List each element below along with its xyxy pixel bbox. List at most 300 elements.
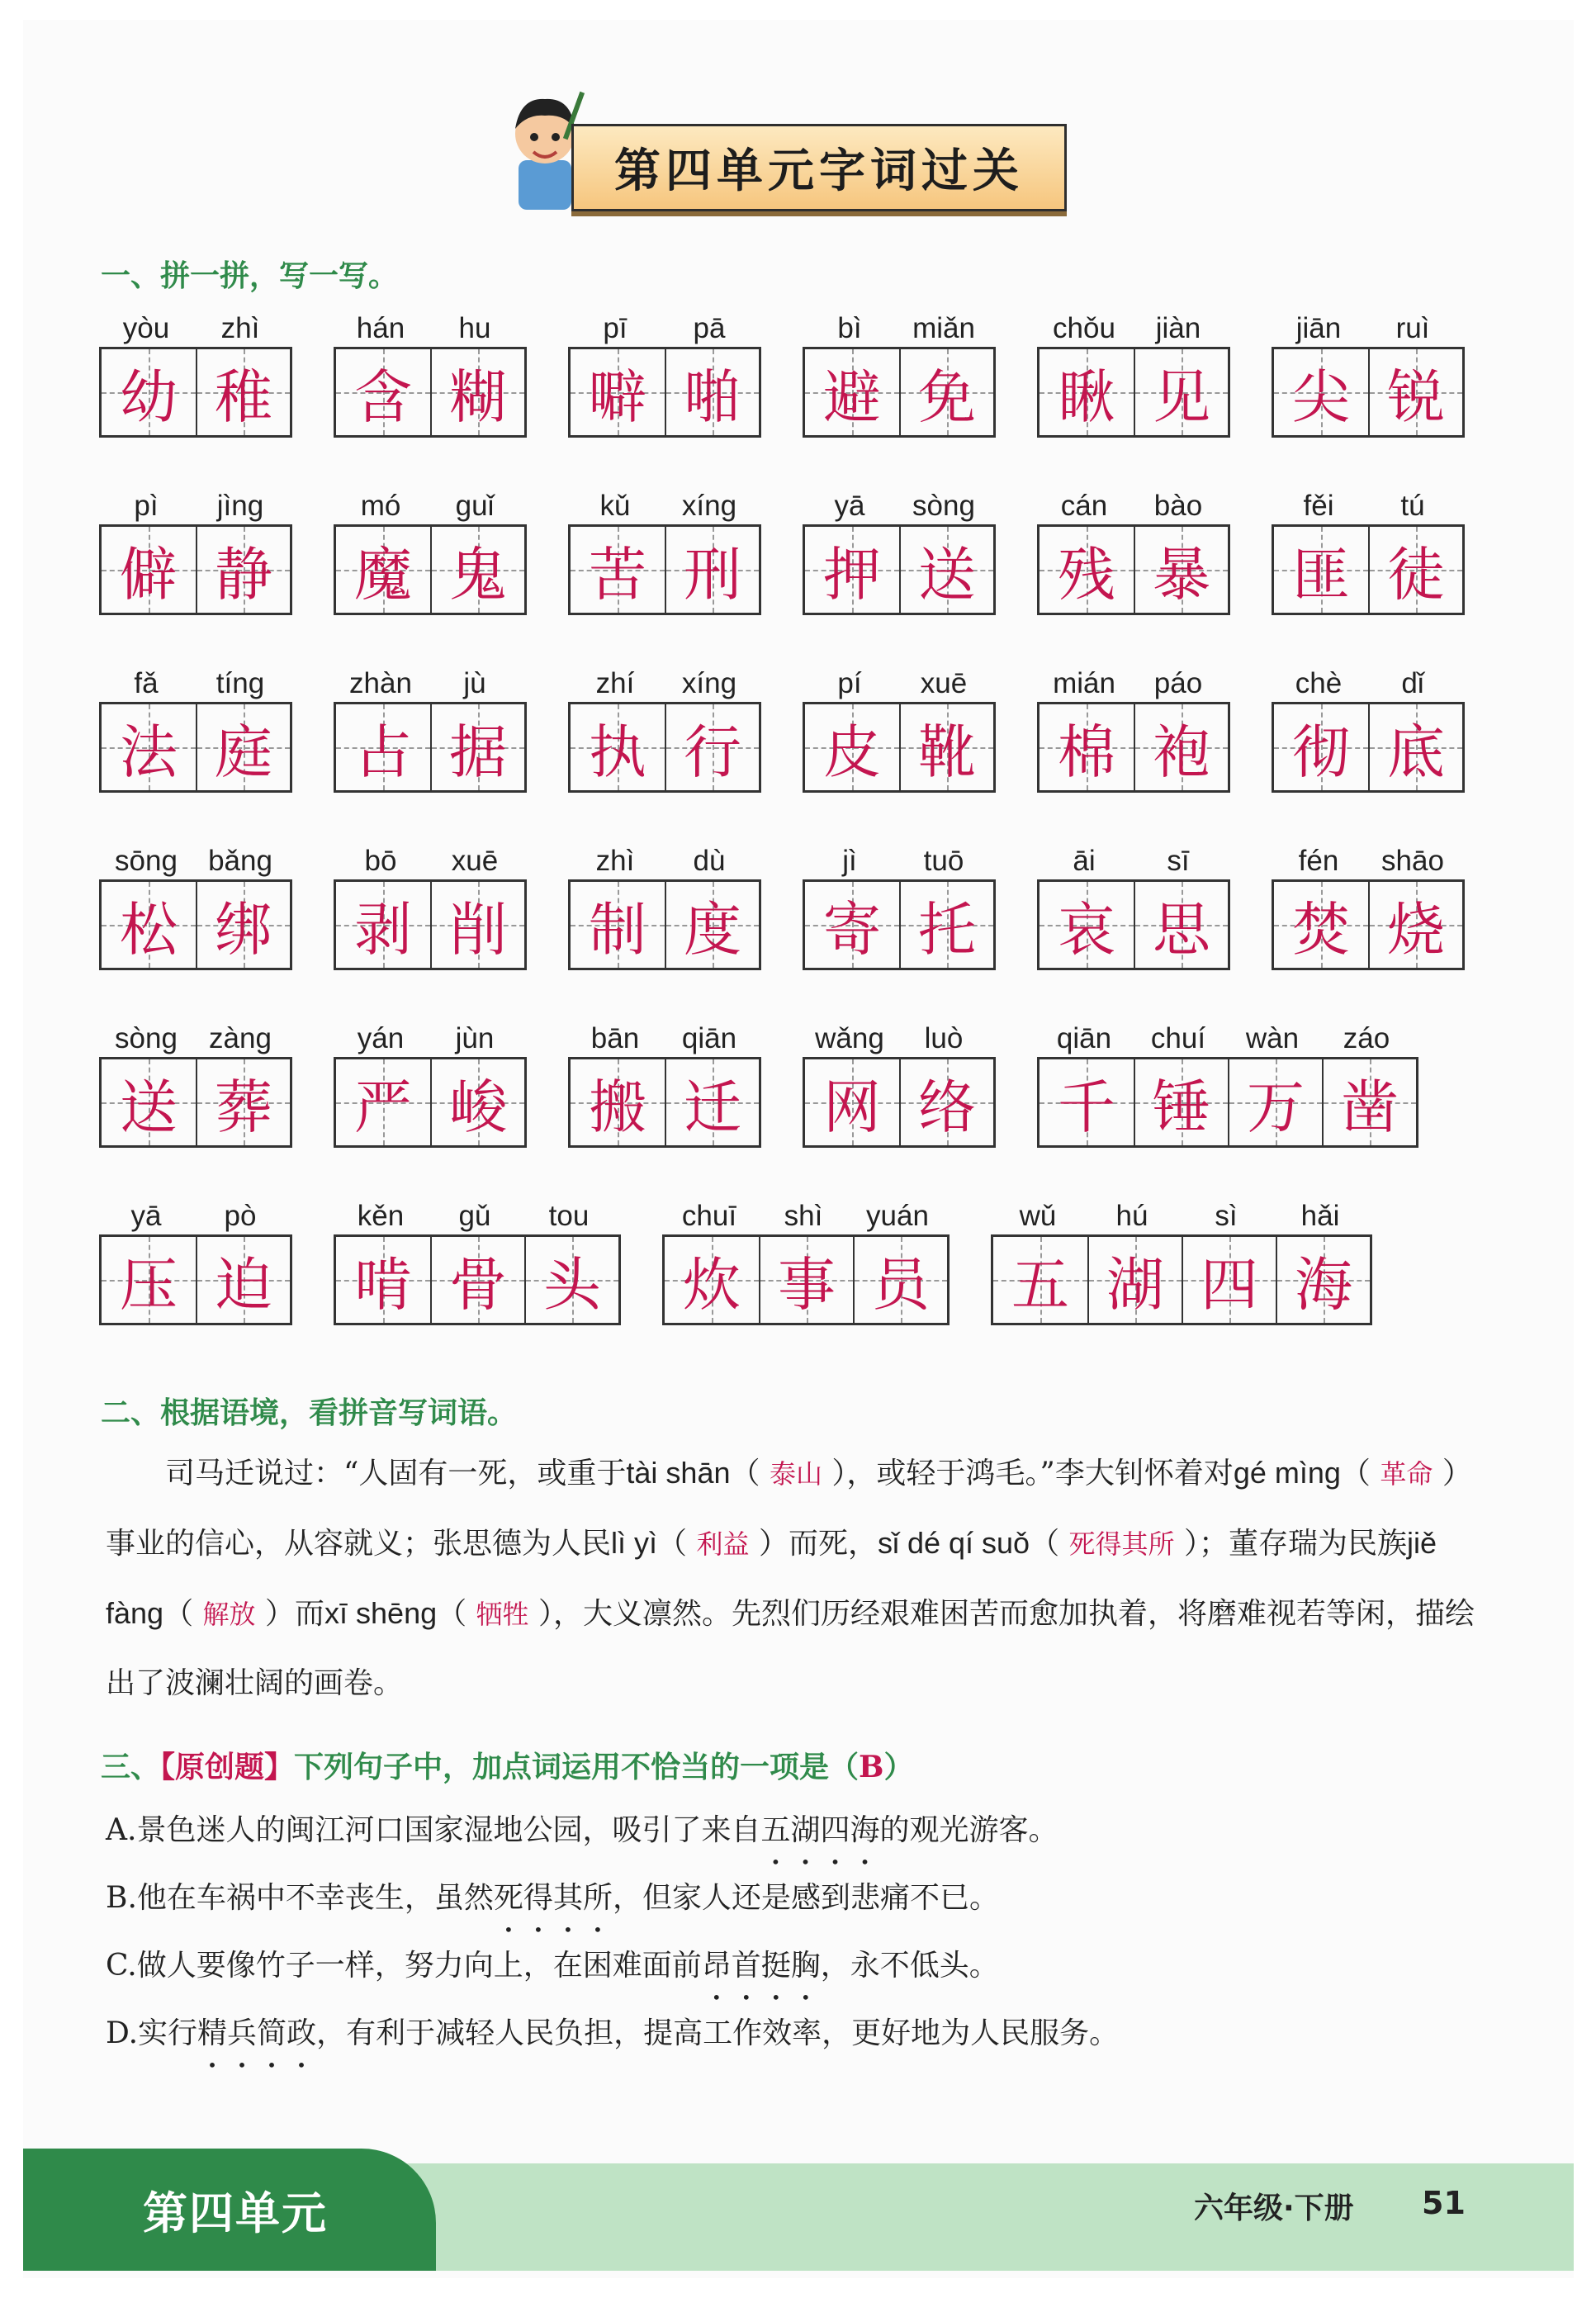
pinyin-row bbox=[1272, 667, 1465, 702]
handwritten-char: 迁 bbox=[684, 1073, 741, 1141]
handwritten-char: 海 bbox=[1295, 1250, 1352, 1319]
pinyin-syllable: yòu bbox=[122, 312, 170, 344]
pinyin-5: jiě fàng bbox=[106, 1526, 1437, 1630]
pinyin-syllable: jù bbox=[463, 667, 486, 699]
handwritten-char: 执 bbox=[589, 718, 646, 786]
pinyin-3: lì yì bbox=[611, 1526, 658, 1560]
passage-text-3: 事业的信心，从容就义；张思德为人民 bbox=[106, 1527, 612, 1561]
char-cell bbox=[430, 527, 524, 613]
char-cell bbox=[336, 527, 430, 613]
char-cell bbox=[1087, 1237, 1182, 1323]
emphasis-dot-char: 兵 bbox=[227, 2016, 258, 2050]
pinyin-row bbox=[662, 1200, 950, 1234]
pinyin-syllable: sì bbox=[1215, 1200, 1238, 1232]
emphasis-dot-char: 四 bbox=[820, 1813, 850, 1847]
word-box bbox=[803, 490, 996, 615]
option-text: B.他在车祸中不幸丧生，虽然 bbox=[106, 1881, 494, 1915]
char-cell bbox=[571, 704, 665, 790]
pinyin-syllable: yā bbox=[834, 490, 865, 522]
char-cell bbox=[665, 1237, 759, 1323]
pinyin-row bbox=[568, 845, 761, 879]
handwritten-char: 锐 bbox=[1387, 362, 1445, 431]
tianzige-grid bbox=[334, 879, 527, 970]
tianzige-grid bbox=[99, 879, 292, 970]
word-box bbox=[99, 845, 292, 970]
handwritten-char: 刑 bbox=[684, 540, 741, 609]
pinyin-syllable: bào bbox=[1153, 490, 1203, 522]
handwritten-char: 稚 bbox=[215, 362, 272, 431]
pinyin-row bbox=[1037, 490, 1230, 524]
handwritten-char: 幼 bbox=[120, 362, 178, 431]
word-box bbox=[334, 1022, 527, 1148]
handwritten-char: 制 bbox=[589, 895, 646, 964]
pinyin-syllable: qiān bbox=[681, 1022, 737, 1054]
char-cell bbox=[336, 1237, 430, 1323]
pinyin-row bbox=[334, 312, 527, 347]
pinyin-syllable: wǎng bbox=[815, 1022, 884, 1054]
char-cell bbox=[196, 349, 290, 435]
char-cell bbox=[430, 1237, 524, 1323]
char-cell bbox=[1228, 1059, 1322, 1145]
pinyin-syllable: mián bbox=[1053, 667, 1115, 699]
pinyin-syllable: mó bbox=[360, 490, 401, 522]
pinyin-syllable: chuí bbox=[1150, 1022, 1206, 1054]
pinyin-syllable: fěi bbox=[1303, 490, 1334, 522]
char-cell bbox=[1368, 704, 1462, 790]
pinyin-syllable: xuē bbox=[451, 845, 499, 877]
word-box bbox=[568, 490, 761, 615]
section3-heading bbox=[101, 1744, 914, 1786]
option-c bbox=[106, 1942, 999, 1984]
char-cell bbox=[430, 882, 524, 968]
pinyin-syllable: jiān bbox=[1295, 312, 1342, 344]
char-cell bbox=[336, 704, 430, 790]
tianzige-grid bbox=[1037, 347, 1230, 438]
handwritten-char: 烧 bbox=[1387, 895, 1445, 964]
char-cell bbox=[102, 1059, 196, 1145]
pinyin-row bbox=[568, 490, 761, 524]
tianzige-grid bbox=[1272, 524, 1465, 615]
pinyin-syllable: yán bbox=[357, 1022, 405, 1054]
pinyin-syllable: zhí bbox=[595, 667, 635, 699]
char-cell bbox=[899, 704, 993, 790]
pinyin-2: gé mìng bbox=[1233, 1456, 1341, 1490]
char-cell bbox=[102, 1237, 196, 1323]
char-cell bbox=[1182, 1237, 1276, 1323]
option-d bbox=[106, 2010, 1119, 2052]
tianzige-grid bbox=[1272, 702, 1465, 793]
emphasis-dot-char: 五 bbox=[760, 1813, 791, 1847]
word-box bbox=[1272, 490, 1465, 615]
emphasis-dot-char: 胸 bbox=[790, 1949, 821, 1983]
option-text: ，有利于减轻人民负担，提高工作效率，更好地为人民服务。 bbox=[316, 2016, 1120, 2050]
emphasis-dot-char: 其 bbox=[552, 1881, 583, 1915]
handwritten-char: 搬 bbox=[589, 1073, 646, 1141]
handwritten-char: 络 bbox=[918, 1073, 976, 1141]
pinyin-syllable: sī bbox=[1167, 845, 1190, 877]
handwritten-char: 见 bbox=[1153, 362, 1210, 431]
handwritten-char: 鬼 bbox=[449, 540, 507, 609]
handwritten-char: 剥 bbox=[354, 895, 412, 964]
char-cell bbox=[430, 1059, 524, 1145]
emphasis-dot-char: 死 bbox=[493, 1881, 523, 1915]
tianzige-grid bbox=[334, 524, 527, 615]
handwritten-char: 含 bbox=[354, 362, 412, 431]
word-box bbox=[803, 312, 996, 438]
pinyin-row bbox=[803, 667, 996, 702]
word-box bbox=[803, 1022, 996, 1148]
tianzige-grid bbox=[991, 1234, 1372, 1325]
word-box bbox=[99, 667, 292, 793]
pinyin-row bbox=[334, 845, 527, 879]
char-cell bbox=[1368, 527, 1462, 613]
pinyin-row bbox=[568, 667, 761, 702]
pinyin-syllable: hǎi bbox=[1300, 1200, 1340, 1232]
passage-text-1: 司马迁说过：“人固有一死，或重于 bbox=[165, 1457, 627, 1490]
handwritten-char: 松 bbox=[120, 895, 178, 964]
handwritten-char: 押 bbox=[823, 540, 881, 609]
char-cell bbox=[571, 1059, 665, 1145]
handwritten-char: 送 bbox=[918, 540, 976, 609]
char-cell bbox=[1040, 704, 1134, 790]
pinyin-syllable: bì bbox=[837, 312, 862, 344]
char-cell bbox=[665, 527, 759, 613]
pinyin-syllable: zhì bbox=[220, 312, 260, 344]
unit-label: 第四单元 bbox=[143, 2187, 328, 2239]
word-box bbox=[568, 845, 761, 970]
handwritten-char: 啪 bbox=[684, 362, 741, 431]
char-cell bbox=[1040, 527, 1134, 613]
tianzige-grid bbox=[568, 702, 761, 793]
handwritten-char: 事 bbox=[778, 1250, 836, 1319]
pinyin-row bbox=[99, 490, 292, 524]
tianzige-grid bbox=[803, 879, 996, 970]
pinyin-syllable: yuán bbox=[866, 1200, 929, 1232]
pinyin-syllable: chǒu bbox=[1053, 312, 1115, 344]
handwritten-char: 静 bbox=[215, 540, 272, 609]
pinyin-syllable: tú bbox=[1400, 490, 1425, 522]
answer-1: 泰山 bbox=[769, 1458, 822, 1490]
word-box bbox=[334, 1200, 621, 1325]
handwritten-char: 焚 bbox=[1292, 895, 1350, 964]
word-box bbox=[1037, 845, 1230, 970]
word-box bbox=[1037, 667, 1230, 793]
pinyin-row bbox=[803, 1022, 996, 1057]
pinyin-syllable: jùn bbox=[455, 1022, 495, 1054]
handwritten-char: 据 bbox=[449, 718, 507, 786]
original-tag: 【原创题】 bbox=[160, 1751, 295, 1784]
char-cell bbox=[196, 1237, 290, 1323]
tianzige-grid bbox=[99, 1057, 292, 1148]
grade-label: 六年级·下册 bbox=[1194, 2191, 1354, 2225]
pinyin-syllable: luò bbox=[924, 1022, 964, 1054]
tianzige-grid bbox=[803, 702, 996, 793]
tianzige-grid bbox=[662, 1234, 950, 1325]
emphasis-dot-char: 首 bbox=[731, 1949, 761, 1983]
handwritten-char: 糊 bbox=[449, 362, 507, 431]
handwritten-char: 度 bbox=[684, 895, 741, 964]
handwritten-char: 骨 bbox=[449, 1250, 507, 1319]
pinyin-syllable: āi bbox=[1073, 845, 1096, 877]
char-cell bbox=[196, 1059, 290, 1145]
char-cell bbox=[665, 349, 759, 435]
pinyin-syllable: bān bbox=[590, 1022, 640, 1054]
handwritten-char: 五 bbox=[1011, 1250, 1069, 1319]
pinyin-row bbox=[803, 845, 996, 879]
section3-question: 下列句子中，加点词运用不恰当的一项是（ bbox=[294, 1751, 860, 1784]
handwritten-char: 靴 bbox=[918, 718, 976, 786]
char-cell bbox=[102, 527, 196, 613]
word-box bbox=[99, 490, 292, 615]
passage-text-5: ；董存瑞为民族 bbox=[1199, 1527, 1408, 1561]
char-cell bbox=[430, 349, 524, 435]
handwritten-char: 哀 bbox=[1058, 895, 1115, 964]
char-cell bbox=[1134, 1059, 1228, 1145]
tianzige-grid bbox=[1037, 702, 1230, 793]
pinyin-syllable: tuō bbox=[923, 845, 964, 877]
pinyin-syllable: jiàn bbox=[1155, 312, 1201, 344]
pinyin-6: xī shēng bbox=[324, 1596, 438, 1630]
pinyin-syllable: fǎ bbox=[134, 667, 159, 699]
tianzige-grid bbox=[568, 347, 761, 438]
pinyin-syllable: tou bbox=[548, 1200, 590, 1232]
pinyin-syllable: tíng bbox=[215, 667, 265, 699]
tianzige-grid bbox=[803, 1057, 996, 1148]
char-cell bbox=[1134, 882, 1228, 968]
pinyin-syllable: hú bbox=[1115, 1200, 1148, 1232]
word-box bbox=[1272, 667, 1465, 793]
tianzige-grid bbox=[1037, 879, 1230, 970]
word-box bbox=[99, 1200, 292, 1325]
pinyin-1: tài shān bbox=[626, 1456, 731, 1490]
tianzige-grid bbox=[99, 702, 292, 793]
char-cell bbox=[993, 1237, 1087, 1323]
word-box bbox=[99, 312, 292, 438]
pinyin-syllable: cán bbox=[1060, 490, 1108, 522]
char-cell bbox=[899, 882, 993, 968]
word-box bbox=[803, 667, 996, 793]
char-cell bbox=[1368, 882, 1462, 968]
option-text: A.景色迷人的闽江河口国家湿地公园，吸引了来自 bbox=[106, 1813, 761, 1847]
word-box bbox=[1037, 1022, 1418, 1148]
pinyin-row bbox=[1037, 667, 1230, 702]
section3-close: ） bbox=[883, 1751, 914, 1784]
pinyin-syllable: hu bbox=[458, 312, 491, 344]
pinyin-row bbox=[1272, 845, 1465, 879]
option-a bbox=[106, 1807, 1058, 1849]
pinyin-row bbox=[99, 1022, 292, 1057]
emphasis-dot-char: 得 bbox=[523, 1881, 553, 1915]
pinyin-syllable: xíng bbox=[681, 490, 737, 522]
pinyin-syllable: sòng bbox=[115, 1022, 178, 1054]
handwritten-char: 底 bbox=[1387, 718, 1445, 786]
pinyin-syllable: jì bbox=[842, 845, 857, 877]
char-cell bbox=[102, 882, 196, 968]
option-text: C.做人要像竹子一样，努力向上，在困难面前 bbox=[106, 1949, 702, 1983]
pinyin-row bbox=[1272, 312, 1465, 347]
handwritten-char: 万 bbox=[1247, 1073, 1305, 1141]
handwritten-char: 葬 bbox=[215, 1073, 272, 1141]
handwritten-char: 员 bbox=[872, 1250, 930, 1319]
handwritten-char: 严 bbox=[354, 1073, 412, 1141]
word-box bbox=[568, 1022, 761, 1148]
answer-5: 解放 bbox=[202, 1599, 256, 1630]
pinyin-syllable: pī bbox=[603, 312, 628, 344]
tianzige-grid bbox=[1037, 1057, 1418, 1148]
handwritten-char: 啃 bbox=[354, 1250, 412, 1319]
pinyin-syllable: hán bbox=[356, 312, 405, 344]
pinyin-row bbox=[803, 490, 996, 524]
char-cell bbox=[571, 882, 665, 968]
tianzige-grid bbox=[1272, 347, 1465, 438]
word-box bbox=[662, 1200, 950, 1325]
tianzige-grid bbox=[334, 1234, 621, 1325]
tianzige-grid bbox=[1272, 879, 1465, 970]
page-number: 51 bbox=[1422, 2185, 1466, 2221]
char-cell bbox=[102, 349, 196, 435]
char-cell bbox=[665, 1059, 759, 1145]
char-cell bbox=[430, 704, 524, 790]
pinyin-syllable: shì bbox=[784, 1200, 823, 1232]
passage-text-7: ，大义凛然。先烈们历经艰难困苦而愈加执着，将磨难视若等闲，描绘出了波澜壮阔的画卷。 bbox=[106, 1597, 1475, 1700]
pinyin-syllable: sōng bbox=[115, 845, 178, 877]
handwritten-char: 千 bbox=[1058, 1073, 1115, 1141]
tianzige-grid bbox=[99, 347, 292, 438]
char-cell bbox=[1274, 527, 1368, 613]
pinyin-row bbox=[99, 845, 292, 879]
word-box bbox=[334, 845, 527, 970]
emphasis-dot-char: 精 bbox=[197, 2016, 228, 2050]
handwritten-char: 压 bbox=[120, 1250, 178, 1319]
pinyin-syllable: pí bbox=[837, 667, 862, 699]
pinyin-syllable: záo bbox=[1343, 1022, 1390, 1054]
option-text: D.实行 bbox=[106, 2016, 198, 2050]
tianzige-grid bbox=[568, 524, 761, 615]
word-box bbox=[99, 1022, 292, 1148]
pinyin-row bbox=[99, 667, 292, 702]
emphasis-dot-char: 挺 bbox=[760, 1949, 791, 1983]
pinyin-syllable: zàng bbox=[209, 1022, 272, 1054]
handwritten-char: 凿 bbox=[1341, 1073, 1399, 1141]
handwritten-char: 皮 bbox=[823, 718, 881, 786]
word-box bbox=[1037, 312, 1230, 438]
char-cell bbox=[1040, 349, 1134, 435]
handwritten-char: 思 bbox=[1153, 895, 1210, 964]
pinyin-syllable: xuē bbox=[920, 667, 968, 699]
answer-2: 革命 bbox=[1380, 1458, 1433, 1490]
pinyin-syllable: pā bbox=[693, 312, 726, 344]
char-cell bbox=[805, 527, 899, 613]
option-b bbox=[106, 1874, 999, 1917]
handwritten-char: 魔 bbox=[354, 540, 412, 609]
tianzige-grid bbox=[334, 1057, 527, 1148]
word-box bbox=[1037, 490, 1230, 615]
char-cell bbox=[1040, 882, 1134, 968]
handwritten-char: 法 bbox=[120, 718, 178, 786]
handwritten-char: 四 bbox=[1201, 1250, 1258, 1319]
char-cell bbox=[665, 882, 759, 968]
pinyin-row bbox=[568, 1022, 761, 1057]
emphasis-dot-char: 简 bbox=[257, 2016, 287, 2050]
word-box bbox=[334, 312, 527, 438]
handwritten-char: 托 bbox=[918, 895, 976, 964]
pinyin-syllable: xíng bbox=[681, 667, 737, 699]
char-cell bbox=[196, 527, 290, 613]
page-title: 第四单元字词过关 bbox=[614, 144, 1024, 198]
emphasis-dot-char: 昂 bbox=[701, 1949, 732, 1983]
char-cell bbox=[336, 1059, 430, 1145]
handwritten-char: 袍 bbox=[1153, 718, 1210, 786]
char-cell bbox=[1134, 349, 1228, 435]
pinyin-row bbox=[803, 312, 996, 347]
handwritten-char: 绑 bbox=[215, 895, 272, 964]
pinyin-syllable: shāo bbox=[1381, 845, 1444, 877]
pinyin-syllable: fén bbox=[1298, 845, 1339, 877]
pinyin-syllable: dù bbox=[693, 845, 726, 877]
emphasis-dot-char: 政 bbox=[287, 2016, 317, 2050]
pinyin-row bbox=[568, 312, 761, 347]
pinyin-row bbox=[334, 1022, 527, 1057]
char-cell bbox=[1134, 527, 1228, 613]
handwritten-char: 寄 bbox=[823, 895, 881, 964]
handwritten-char: 彻 bbox=[1292, 718, 1350, 786]
handwritten-char: 避 bbox=[823, 362, 881, 431]
handwritten-char: 锤 bbox=[1153, 1073, 1210, 1141]
handwritten-char: 炊 bbox=[683, 1250, 741, 1319]
passage-text-2: ，或轻于鸿毛。”李大钊怀着对 bbox=[846, 1457, 1234, 1490]
handwritten-char: 棉 bbox=[1058, 718, 1115, 786]
pinyin-syllable: bǎng bbox=[208, 845, 272, 877]
char-cell bbox=[1040, 1059, 1134, 1145]
handwritten-char: 湖 bbox=[1106, 1250, 1164, 1319]
handwritten-char: 僻 bbox=[120, 540, 178, 609]
handwritten-char: 残 bbox=[1058, 540, 1115, 609]
section3-answer: B bbox=[859, 1750, 884, 1784]
pinyin-syllable: zhàn bbox=[349, 667, 412, 699]
handwritten-char: 噼 bbox=[589, 362, 646, 431]
word-box bbox=[568, 312, 761, 438]
pinyin-syllable: wǔ bbox=[1019, 1200, 1057, 1232]
tianzige-grid bbox=[568, 1057, 761, 1148]
pinyin-syllable: guǐ bbox=[455, 490, 495, 522]
char-cell bbox=[196, 882, 290, 968]
char-cell bbox=[805, 882, 899, 968]
pinyin-row bbox=[99, 312, 292, 347]
section3-prefix: 三、 bbox=[101, 1751, 161, 1784]
pinyin-row bbox=[334, 1200, 621, 1234]
tianzige-grid bbox=[99, 524, 292, 615]
dotted-word bbox=[702, 1949, 821, 1983]
word-box bbox=[991, 1200, 1372, 1325]
pinyin-syllable: chuī bbox=[681, 1200, 737, 1232]
section1-heading: 一、拼一拼，写一写。 bbox=[101, 259, 399, 293]
answer-6: 牺牲 bbox=[476, 1599, 529, 1630]
char-cell bbox=[805, 349, 899, 435]
pinyin-syllable: gǔ bbox=[458, 1200, 491, 1232]
pinyin-4: sǐ dé qí suǒ bbox=[877, 1526, 1030, 1560]
emphasis-dot-char: 所 bbox=[582, 1881, 613, 1915]
dotted-word bbox=[494, 1881, 613, 1915]
pinyin-row bbox=[1272, 490, 1465, 524]
char-cell bbox=[759, 1237, 853, 1323]
handwritten-char: 瞅 bbox=[1058, 362, 1115, 431]
tianzige-grid bbox=[568, 879, 761, 970]
handwritten-char: 峻 bbox=[449, 1073, 507, 1141]
pinyin-syllable: jìng bbox=[216, 490, 264, 522]
unit-tab bbox=[23, 2149, 436, 2271]
pinyin-syllable: qiān bbox=[1056, 1022, 1112, 1054]
char-cell bbox=[665, 704, 759, 790]
